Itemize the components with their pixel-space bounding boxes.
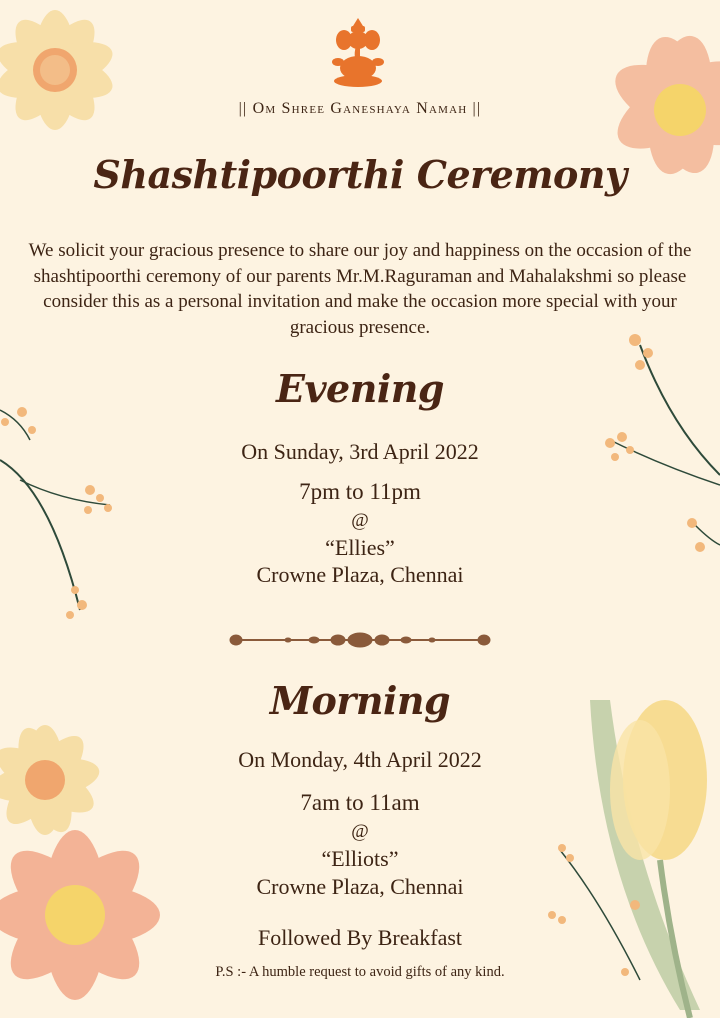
evening-venue: “Ellies”	[325, 535, 395, 560]
morning-location: Crowne Plaza, Chennai	[256, 874, 464, 899]
morning-at-symbol: @	[351, 821, 369, 842]
followed-by-text: Followed By Breakfast	[257, 925, 463, 950]
morning-date: On Monday, 4th April 2022	[238, 747, 482, 772]
evening-date: On Sunday, 3rd April 2022	[241, 439, 479, 464]
evening-location: Crowne Plaza, Chennai	[256, 562, 464, 587]
morning-time: 7am to 11am	[300, 790, 420, 815]
ganesha-icon	[330, 18, 386, 88]
ornamental-divider	[228, 628, 492, 652]
evening-time: 7pm to 11pm	[299, 479, 421, 504]
intro-paragraph: We solicit your gracious presence to share our joy and happiness on the occasion of the shashtipoorthi ceremony of our parents Mr.M.Raguraman and Mahalakshmi so please consider this as a personal invitation and make the occasion more special with your gracious presence.	[28, 240, 692, 338]
flower-top-right-decoration	[550, 10, 720, 230]
ps-note: P.S :- A humble request to avoid gifts of any kind.	[215, 964, 505, 980]
evening-heading: Evening	[276, 366, 444, 411]
flower-top-left-decoration	[0, 0, 160, 170]
page-title: Shashtipoorthi Ceremony	[93, 152, 627, 197]
evening-at-symbol: @	[351, 510, 369, 531]
morning-heading: Morning	[269, 678, 451, 723]
invocation-text: || Om Shree Ganeshaya Namah ||	[238, 100, 482, 117]
morning-venue: “Elliots”	[321, 846, 399, 871]
